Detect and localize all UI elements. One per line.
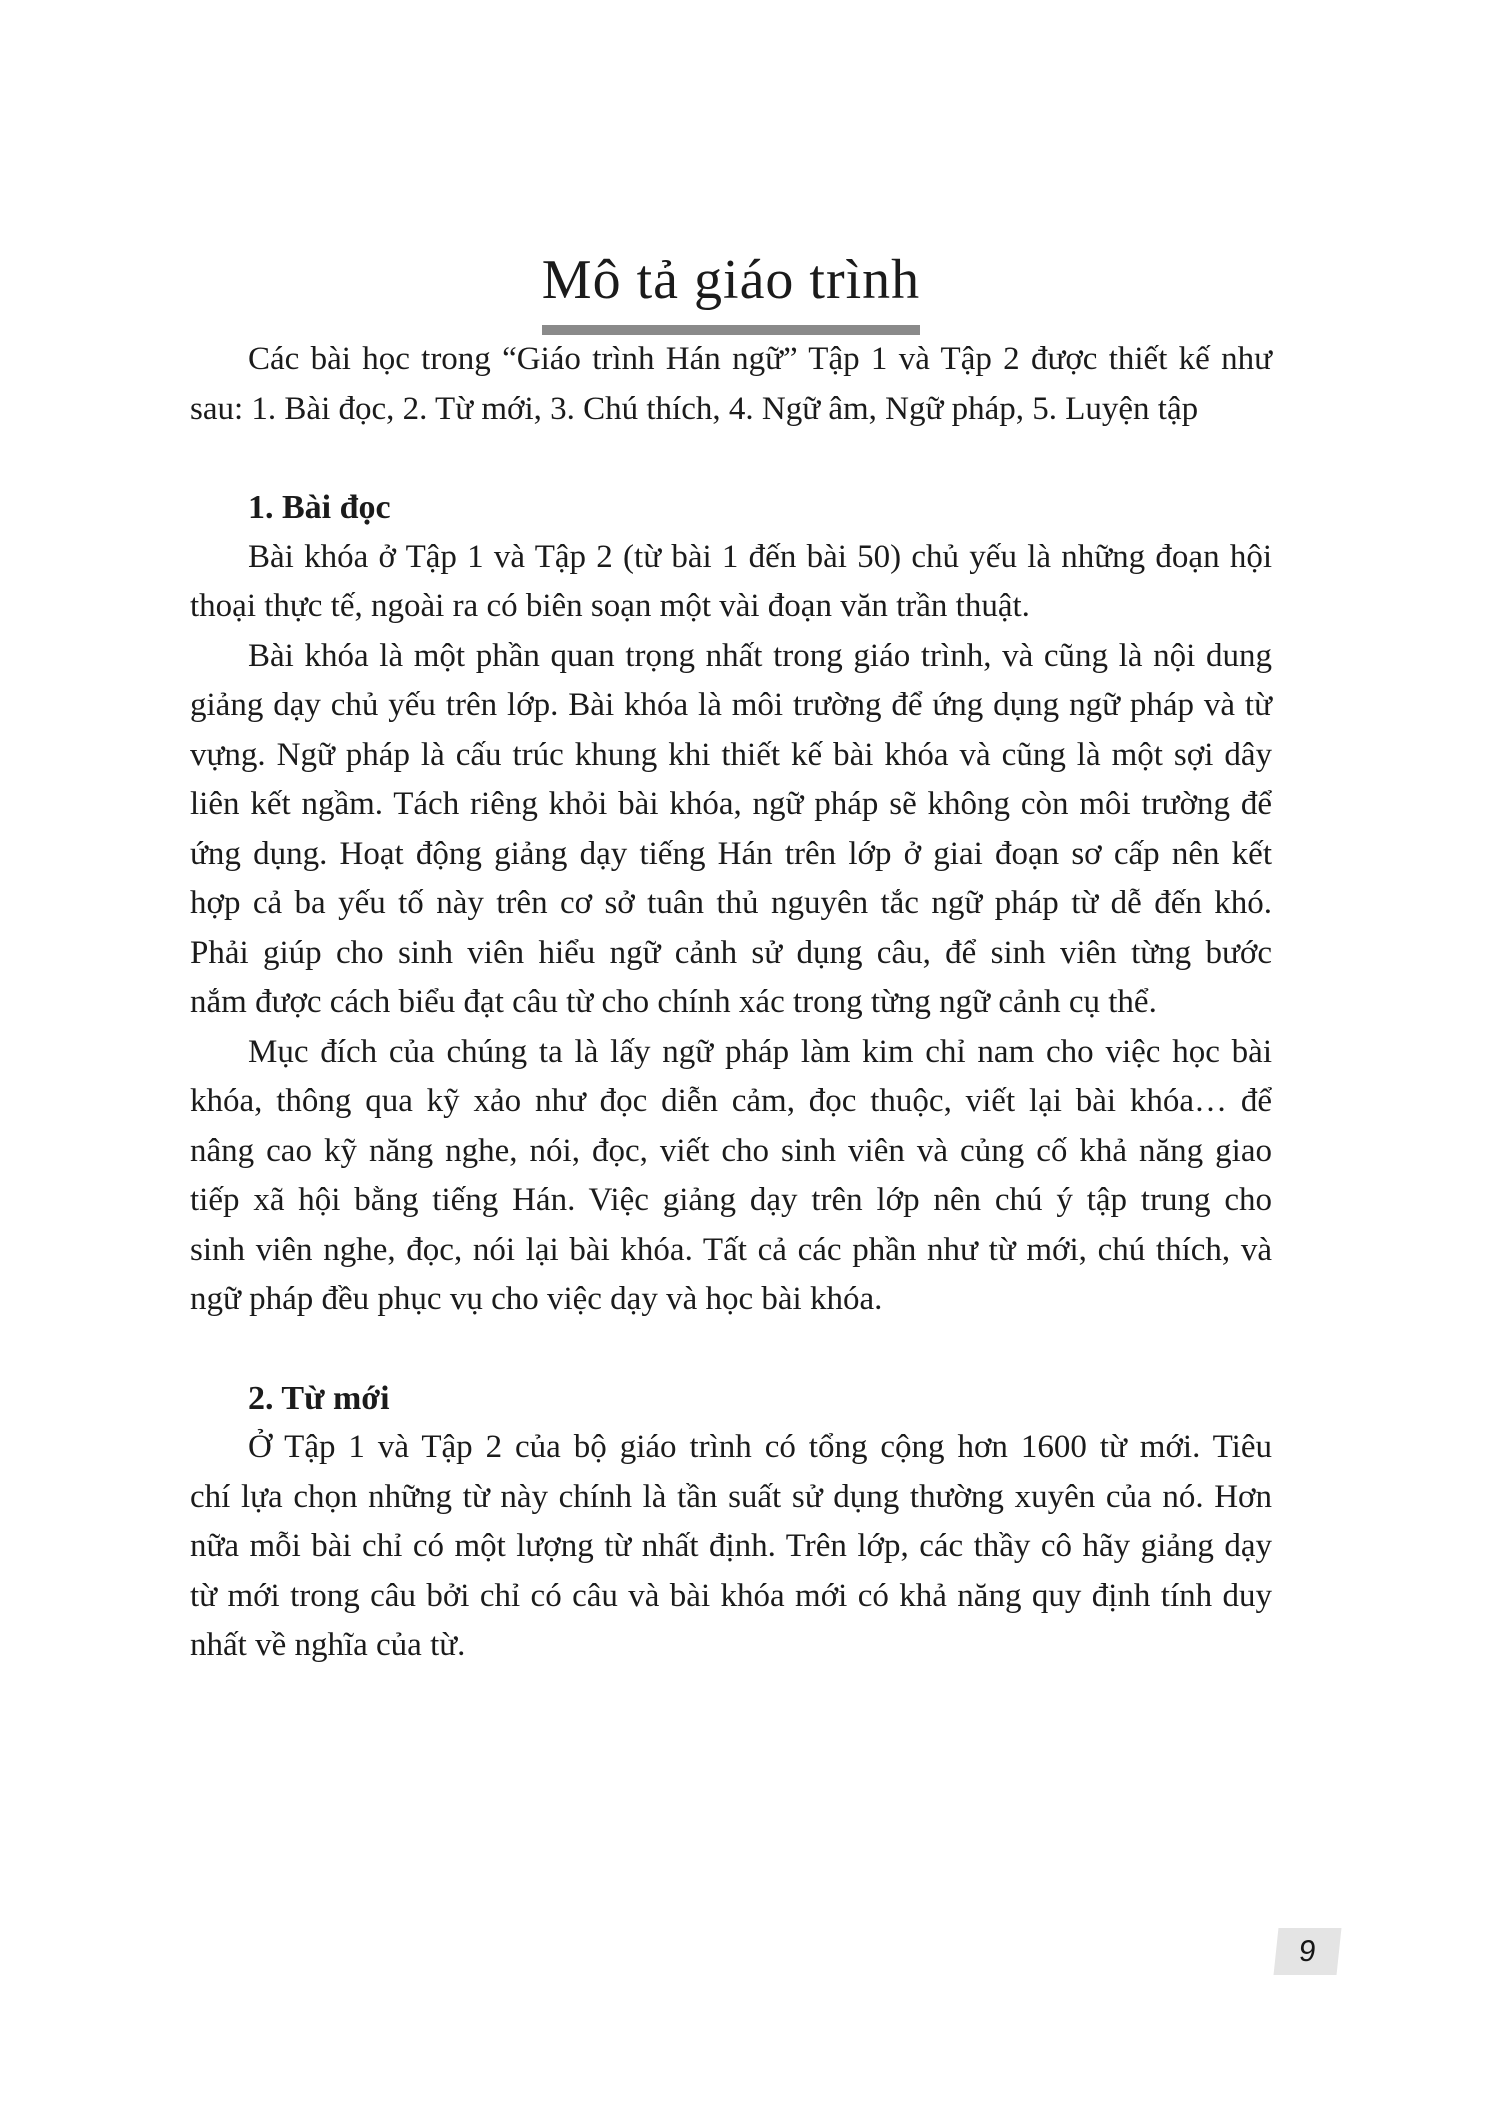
body-line: Phải giúp cho sinh viên hiểu ngữ cảnh sử dụng câu, để sinh viên từng bước <box>190 934 1272 971</box>
title-block <box>541 249 921 335</box>
body-line: vựng. Ngữ pháp là cấu trúc khung khi thiết kế bài khóa và cũng là một sợi dây <box>190 736 1272 773</box>
body-line: giảng dạy chủ yếu trên lớp. Bài khóa là môi trường để ứng dụng ngữ pháp và từ <box>190 687 1272 723</box>
body-line: chí lựa chọn những từ này chính là tần suất sử dụng thường xuyên của nó. Hơn <box>190 1478 1272 1515</box>
body-line: nắm được cách biểu đạt câu từ cho chính xác trong từng ngữ cảnh cụ thể. <box>190 984 1157 1020</box>
page-number-badge <box>1274 1928 1342 1975</box>
page-title: Mô tả giáo trình <box>541 249 921 311</box>
body-line: nữa mỗi bài chỉ có một lượng từ nhất định. Trên lớp, các thầy cô hãy giảng dạy <box>190 1528 1272 1564</box>
text-column <box>190 0 1272 1671</box>
body-line: nâng cao kỹ năng nghe, nói, đọc, viết cho sinh viên và củng cố khả năng giao <box>190 1132 1272 1169</box>
body-line: tiếp xã hội bằng tiếng Hán. Việc giảng dạy trên lớp nên chú ý tập trung cho <box>190 1182 1272 1218</box>
body-line: từ mới trong câu bởi chỉ có câu và bài khóa mới có khả năng quy định tính duy <box>190 1577 1272 1614</box>
body-line: sau: 1. Bài đọc, 2. Từ mới, 3. Chú thích, 4. Ngữ âm, Ngữ pháp, 5. Luyện tập <box>190 390 1199 427</box>
body-line: Bài khóa là một phần quan trọng nhất trong giáo trình, và cũng là nội dung <box>248 637 1272 674</box>
section-heading: 2. Từ mới <box>248 1379 390 1417</box>
body-line: Các bài học trong “Giáo trình Hán ngữ” Tập 1 và Tập 2 được thiết kế như <box>248 341 1272 377</box>
body-line: ứng dụng. Hoạt động giảng dạy tiếng Hán trên lớp ở giai đoạn sơ cấp nên kết <box>190 835 1272 872</box>
body-line: thoại thực tế, ngoài ra có biên soạn một vài đoạn văn trần thuật. <box>190 588 1030 624</box>
body-line: hợp cả ba yếu tố này trên cơ sở tuân thủ nguyên tắc ngữ pháp từ dễ đến khó. <box>190 885 1272 921</box>
section-heading: 1. Bài đọc <box>248 489 391 526</box>
body-line: khóa, thông qua kỹ xảo như đọc diễn cảm, đọc thuộc, viết lại bài khóa… để <box>190 1083 1272 1119</box>
paragraph <box>190 533 1272 632</box>
body-line: Ở Tập 1 và Tập 2 của bộ giáo trình có tổng cộng hơn 1600 từ mới. Tiêu <box>248 1429 1272 1465</box>
paragraph <box>190 1423 1272 1671</box>
title-underline-bar <box>542 325 920 335</box>
body-line: nhất về nghĩa của từ. <box>190 1627 466 1663</box>
intro-paragraph <box>190 335 1272 434</box>
body-line: liên kết ngầm. Tách riêng khỏi bài khóa, ngữ pháp sẽ không còn môi trường để <box>190 786 1272 822</box>
body-line: Mục đích của chúng ta là lấy ngữ pháp làm kim chỉ nam cho việc học bài <box>248 1033 1272 1070</box>
paragraph <box>190 1028 1272 1325</box>
body-line: ngữ pháp đều phục vụ cho việc dạy và học bài khóa. <box>190 1281 883 1317</box>
paragraph <box>190 632 1272 1028</box>
page-number: 9 <box>1297 1934 1318 1968</box>
body-text <box>190 335 1272 1671</box>
body-line: sinh viên nghe, đọc, nói lại bài khóa. Tất cả các phần như từ mới, chú thích, và <box>190 1231 1272 1268</box>
body-line: Bài khóa ở Tập 1 và Tập 2 (từ bài 1 đến bài 50) chủ yếu là những đoạn hội <box>248 538 1272 575</box>
